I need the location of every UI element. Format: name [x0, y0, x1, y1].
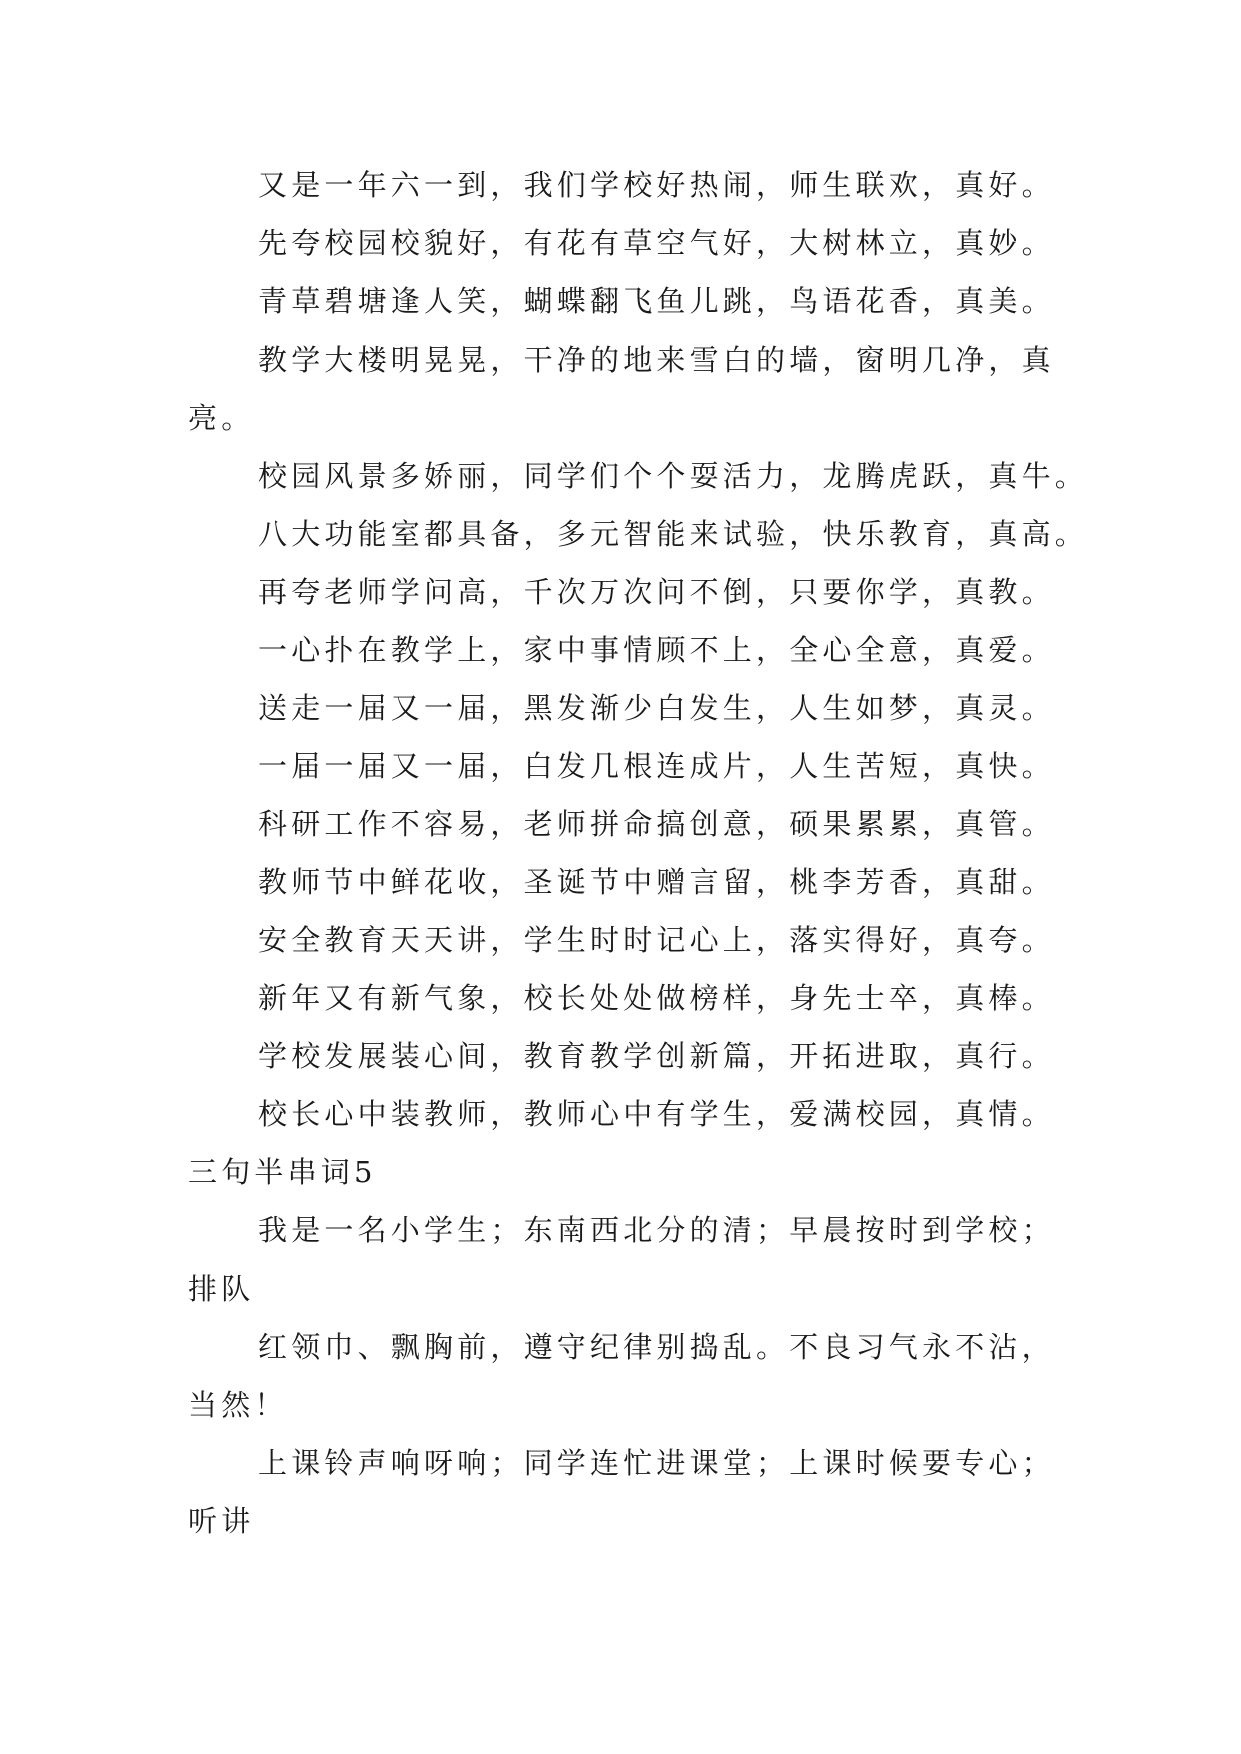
- paragraph-line: 八大功能室都具备，多元智能来试验，快乐教育，真高。: [258, 517, 1089, 551]
- paragraph-line: 新年又有新气象，校长处处做榜样，身先士卒，真棒。: [258, 981, 1055, 1015]
- paragraph-line: 一心扑在教学上，家中事情顾不上，全心全意，真爱。: [258, 633, 1055, 667]
- paragraph-line: 红领巾、飘胸前，遵守纪律别捣乱。不良习气永不沾，: [258, 1330, 1055, 1364]
- paragraph-line: 校长心中装教师，教师心中有学生，爱满校园，真情。: [258, 1097, 1055, 1131]
- paragraph-line: 青草碧塘逢人笑，蝴蝶翻飞鱼儿跳，鸟语花香，真美。: [258, 284, 1055, 318]
- paragraph-line: 送走一届又一届，黑发渐少白发生，人生如梦，真灵。: [258, 691, 1055, 725]
- paragraph-line: 又是一年六一到，我们学校好热闹，师生联欢，真好。: [258, 168, 1055, 202]
- paragraph-line: 校园风景多娇丽，同学们个个耍活力，龙腾虎跃，真牛。: [258, 459, 1089, 493]
- paragraph-line: 先夸校园校貌好，有花有草空气好，大树林立，真妙。: [258, 226, 1055, 260]
- paragraph-line: 一届一届又一届，白发几根连成片，人生苦短，真快。: [258, 749, 1055, 783]
- paragraph-line: 学校发展装心间，教育教学创新篇，开拓进取，真行。: [258, 1039, 1055, 1073]
- paragraph-line: 上课铃声响呀响；同学连忙进课堂；上课时候要专心；: [258, 1446, 1055, 1480]
- paragraph-line: 我是一名小学生；东南西北分的清；早晨按时到学校；: [258, 1213, 1055, 1247]
- paragraph-line-continued: 听讲: [188, 1504, 255, 1538]
- paragraph-line-continued: 排队: [188, 1272, 255, 1306]
- paragraph-line: 再夸老师学问高，千次万次问不倒，只要你学，真教。: [258, 575, 1055, 609]
- paragraph-line: 安全教育天天讲，学生时时记心上，落实得好，真夸。: [258, 923, 1055, 957]
- section-heading: 三句半串词5: [188, 1155, 377, 1189]
- paragraph-line: 科研工作不容易，老师拼命搞创意，硕果累累，真管。: [258, 807, 1055, 841]
- paragraph-line-continued: 亮。: [188, 401, 255, 435]
- paragraph-line: 教师节中鲜花收，圣诞节中赠言留，桃李芳香，真甜。: [258, 865, 1055, 899]
- paragraph-line: 教学大楼明晃晃，干净的地来雪白的墙，窗明几净，真: [258, 343, 1055, 377]
- paragraph-line-continued: 当然！: [188, 1388, 288, 1422]
